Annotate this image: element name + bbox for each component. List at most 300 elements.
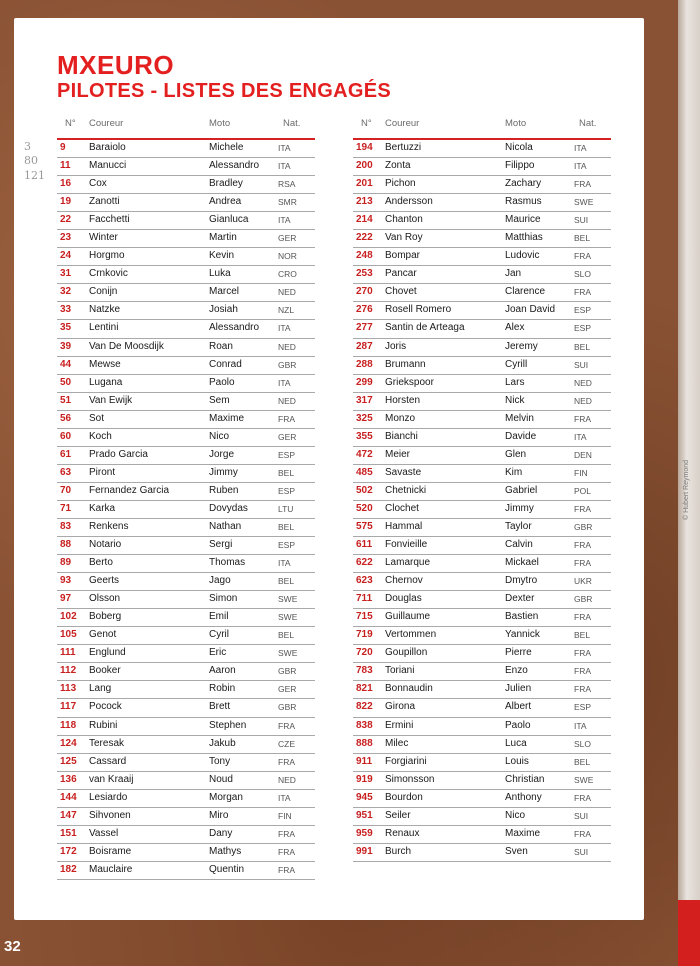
rider-nationality: GBR [278, 666, 297, 677]
table-row [57, 284, 315, 302]
header-moto: Moto [505, 118, 527, 129]
rider-first-name: Andrea [209, 196, 242, 208]
rider-name: Van Roy [385, 232, 423, 244]
rider-nationality: ITA [278, 377, 291, 388]
header-rider: Coureur [385, 118, 420, 129]
table-row [353, 212, 611, 230]
rider-nationality: BEL [574, 630, 591, 641]
table-row [57, 736, 315, 754]
rider-number: 520 [356, 502, 373, 514]
rider-first-name: Conrad [209, 358, 242, 370]
pencil-note: 3 [24, 140, 31, 153]
rider-name: Facchetti [89, 214, 130, 226]
rider-first-name: Alessandro [209, 322, 260, 334]
rider-name: Van Ewijk [89, 394, 133, 406]
table-row [353, 663, 611, 681]
rider-name: Teresak [89, 737, 125, 749]
rider-name: Genot [89, 629, 117, 641]
rider-name: Bianchi [385, 430, 418, 442]
rider-number: 277 [356, 322, 373, 334]
rider-name: Burch [385, 845, 412, 857]
rider-nationality: NED [574, 395, 592, 406]
rider-name: Cox [89, 178, 107, 190]
rider-number: 24 [60, 250, 72, 262]
table-row [57, 411, 315, 429]
rider-name: Fernandez Garcia [89, 484, 170, 496]
rider-first-name: Roan [209, 340, 233, 352]
table-row [353, 284, 611, 302]
rider-nationality: NZL [278, 305, 295, 316]
table-row [57, 862, 315, 880]
rider-name: Pocock [89, 701, 122, 713]
table-header [57, 116, 315, 140]
rider-name: Bonnaudin [385, 683, 433, 695]
table-row [353, 501, 611, 519]
rider-first-name: Julien [505, 683, 532, 695]
rider-number: 88 [60, 539, 72, 551]
table-row [57, 555, 315, 573]
rider-name: Fonvieille [385, 539, 428, 551]
rider-first-name: Albert [505, 701, 532, 713]
rider-first-name: Sven [505, 845, 528, 857]
table-row [353, 555, 611, 573]
rider-number: 71 [60, 502, 72, 514]
rider-name: Horgmo [89, 250, 125, 262]
rider-first-name: Nicola [505, 142, 533, 153]
header-number: N° [361, 118, 372, 129]
rider-number: 118 [60, 719, 77, 731]
rider-nationality: SWE [278, 612, 298, 623]
rider-number: 56 [60, 412, 72, 424]
rider-name: Pichon [385, 178, 416, 190]
rider-nationality: FRA [278, 864, 295, 875]
rider-first-name: Gianluca [209, 214, 249, 226]
rider-nationality: GBR [278, 359, 297, 370]
rider-name: Vertommen [385, 629, 437, 641]
rider-nationality: ITA [574, 720, 587, 731]
rider-name: Cassard [89, 755, 127, 767]
rider-nationality: FRA [278, 828, 295, 839]
header-number: N° [65, 118, 76, 129]
rider-number: 276 [356, 304, 373, 316]
rider-number: 11 [60, 160, 71, 172]
table-row [57, 772, 315, 790]
rider-name: Pancar [385, 268, 417, 280]
rider-name: Monzo [385, 412, 416, 424]
rider-name: Olsson [89, 593, 121, 605]
table-row [353, 826, 611, 844]
rider-nationality: NED [574, 377, 592, 388]
rider-number: 102 [60, 611, 77, 623]
rider-name: Zonta [385, 160, 411, 172]
rider-number: 222 [356, 232, 373, 244]
rider-number: 144 [60, 791, 77, 803]
table-body [57, 140, 315, 880]
rider-number: 951 [356, 809, 373, 821]
rider-name: Rosell Romero [385, 304, 452, 316]
rider-name: Van De Moosdijk [89, 340, 164, 352]
rider-name: Douglas [385, 593, 422, 605]
rider-first-name: Jimmy [209, 466, 238, 478]
rider-first-name: Dmytro [505, 575, 538, 587]
rider-first-name: Filippo [505, 160, 535, 172]
rider-name: van Kraaij [89, 773, 134, 785]
table-row [353, 266, 611, 284]
rider-number: 325 [356, 412, 373, 424]
table-row [57, 519, 315, 537]
table-row [57, 591, 315, 609]
rider-first-name: Jakub [209, 737, 236, 749]
rider-number: 821 [356, 683, 373, 695]
rider-first-name: Brett [209, 701, 231, 713]
rider-number: 105 [60, 629, 77, 641]
table-row [353, 681, 611, 699]
table-row [353, 718, 611, 736]
table-row [353, 411, 611, 429]
table-row [57, 302, 315, 320]
rider-number: 136 [60, 773, 77, 785]
rider-nationality: SLO [574, 269, 592, 280]
rider-name: Bompar [385, 250, 421, 262]
table-row [57, 357, 315, 375]
table-row [353, 176, 611, 194]
rider-number: 70 [60, 484, 72, 496]
title-line-2: PILOTES - LISTES DES ENGAGÉS [57, 80, 392, 102]
table-row [353, 230, 611, 248]
rider-number: 111 [60, 647, 76, 659]
header-rider: Coureur [89, 118, 124, 129]
rider-nationality: POL [574, 485, 592, 496]
table-row [353, 465, 611, 483]
rider-name: Winter [89, 232, 118, 244]
rider-first-name: Jago [209, 575, 231, 587]
rider-name: Chernov [385, 575, 423, 587]
table-row [353, 808, 611, 826]
rider-name: Lugana [89, 376, 123, 388]
rider-name: Joris [385, 340, 407, 352]
rider-first-name: Christian [505, 773, 545, 785]
rider-nationality: SWE [574, 197, 594, 208]
rider-first-name: Davide [505, 430, 537, 442]
rider-nationality: FRA [278, 413, 295, 424]
rider-nationality: ESP [278, 485, 296, 496]
rider-name: Mewse [89, 358, 121, 370]
rider-nationality: ITA [574, 161, 587, 172]
rider-first-name: Jan [505, 268, 522, 280]
rider-name: Mauclaire [89, 863, 133, 875]
rider-nationality: FIN [574, 467, 588, 478]
table-row [57, 266, 315, 284]
rider-nationality: FRA [574, 503, 591, 514]
rider-nationality: ESP [574, 305, 592, 316]
rider-name: Guillaume [385, 611, 431, 623]
rider-nationality: GER [278, 684, 297, 695]
rider-nationality: ITA [278, 161, 291, 172]
page-number: 32 [4, 938, 21, 955]
rider-name: Geerts [89, 575, 120, 587]
table-row [57, 465, 315, 483]
entry-list-right [353, 116, 611, 862]
rider-name: Chovet [385, 286, 417, 298]
table-row [353, 627, 611, 645]
table-row [353, 447, 611, 465]
rider-first-name: Robin [209, 683, 236, 695]
rider-first-name: Jorge [209, 448, 235, 460]
rider-number: 200 [356, 160, 373, 172]
rider-name: Zanotti [89, 196, 120, 208]
rider-nationality: FRA [574, 648, 591, 659]
rider-first-name: Mathys [209, 845, 242, 857]
table-row [57, 681, 315, 699]
rider-nationality: FRA [574, 179, 591, 190]
rider-name: Bourdon [385, 791, 423, 803]
rider-number: 61 [60, 448, 72, 460]
rider-number: 16 [60, 178, 72, 190]
rider-first-name: Lars [505, 376, 525, 388]
rider-number: 248 [356, 250, 373, 262]
rider-number: 288 [356, 358, 373, 370]
rider-number: 719 [356, 629, 373, 641]
table-row [57, 429, 315, 447]
rider-nationality: SUI [574, 359, 589, 370]
rider-number: 919 [356, 773, 373, 785]
rider-number: 151 [60, 827, 77, 839]
title-line-1: MXEURO [57, 50, 175, 80]
rider-first-name: Luca [505, 737, 527, 749]
rider-nationality: ESP [574, 702, 592, 713]
rider-nationality: SUI [574, 810, 589, 821]
rider-number: 299 [356, 376, 373, 388]
rider-number: 147 [60, 809, 77, 821]
table-row [57, 194, 315, 212]
rider-nationality: GER [278, 233, 297, 244]
rider-name: Conijn [89, 286, 118, 298]
rider-first-name: Joan David [505, 304, 556, 316]
rider-number: 253 [356, 268, 373, 280]
rider-number: 888 [356, 737, 373, 749]
rider-first-name: Calvin [505, 539, 533, 551]
rider-number: 19 [60, 196, 72, 208]
rider-first-name: Sem [209, 394, 230, 406]
rider-number: 51 [60, 394, 72, 406]
rider-nationality: NED [278, 774, 296, 785]
rider-first-name: Emil [209, 611, 229, 623]
rider-first-name: Glen [505, 448, 527, 460]
rider-name: Renaux [385, 827, 420, 839]
rider-name: Piront [89, 466, 116, 478]
table-row [57, 718, 315, 736]
rider-name: Griekspoor [385, 376, 434, 388]
table-row [353, 248, 611, 266]
rider-first-name: Rasmus [505, 196, 542, 208]
rider-number: 50 [60, 376, 72, 388]
page-edge-red-band [678, 900, 700, 966]
rider-nationality: FRA [574, 792, 591, 803]
rider-first-name: Josiah [209, 304, 238, 316]
rider-number: 97 [60, 593, 72, 605]
rider-name: Koch [89, 430, 112, 442]
rider-number: 44 [60, 358, 72, 370]
table-row [57, 140, 315, 158]
rider-name: Lentini [89, 322, 119, 334]
table-row [57, 573, 315, 591]
rider-name: Simonsson [385, 773, 435, 785]
table-row [57, 627, 315, 645]
rider-nationality: SMR [278, 197, 297, 208]
rider-number: 472 [356, 448, 373, 460]
table-row [353, 393, 611, 411]
rider-first-name: Miro [209, 809, 229, 821]
rider-first-name: Pierre [505, 647, 532, 659]
rider-first-name: Kim [505, 466, 523, 478]
rider-number: 715 [356, 611, 373, 623]
rider-name: Chetnicki [385, 484, 427, 496]
rider-nationality: FRA [574, 666, 591, 677]
rider-number: 83 [60, 520, 72, 532]
table-row [57, 212, 315, 230]
rider-first-name: Nathan [209, 520, 242, 532]
rider-nationality: GBR [574, 594, 593, 605]
table-row [353, 375, 611, 393]
pencil-note: 80 [24, 154, 38, 168]
rider-number: 33 [60, 304, 72, 316]
rider-first-name: Thomas [209, 557, 246, 569]
rider-nationality: ESP [574, 323, 592, 334]
table-row [353, 537, 611, 555]
table-row [57, 808, 315, 826]
rider-name: Savaste [385, 466, 422, 478]
rider-nationality: BEL [278, 630, 295, 641]
rider-nationality: FRA [574, 684, 591, 695]
rider-nationality: NOR [278, 251, 297, 262]
rider-name: Sihvonen [89, 809, 131, 821]
rider-number: 201 [356, 178, 373, 190]
rider-first-name: Martin [209, 232, 237, 244]
rider-first-name: Nico [505, 809, 526, 821]
table-row [57, 248, 315, 266]
rider-number: 502 [356, 484, 373, 496]
rider-nationality: ITA [278, 143, 291, 153]
rider-number: 959 [356, 827, 373, 839]
rider-nationality: SLO [574, 738, 592, 749]
rider-nationality: FRA [574, 413, 591, 424]
rider-number: 822 [356, 701, 373, 713]
rider-first-name: Ludovic [505, 250, 540, 262]
rider-number: 287 [356, 340, 373, 352]
rider-name: Notario [89, 539, 122, 551]
rider-first-name: Melvin [505, 412, 534, 424]
rider-number: 125 [60, 755, 77, 767]
header-moto: Moto [209, 118, 231, 129]
rider-number: 355 [356, 430, 373, 442]
rider-name: Berto [89, 557, 113, 569]
rider-first-name: Marcel [209, 286, 240, 298]
rider-nationality: NED [278, 395, 296, 406]
rider-first-name: Dany [209, 827, 233, 839]
rider-name: Lamarque [385, 557, 431, 569]
rider-number: 9 [60, 142, 66, 153]
rider-number: 35 [60, 322, 72, 334]
entry-list-left [57, 116, 315, 880]
rider-nationality: FRA [574, 828, 591, 839]
rider-number: 31 [60, 268, 72, 280]
rider-number: 32 [60, 286, 72, 298]
table-row [57, 609, 315, 627]
rider-nationality: LTU [278, 503, 294, 514]
header-nat: Nat. [579, 118, 597, 129]
table-row [57, 663, 315, 681]
rider-name: Renkens [89, 520, 129, 532]
rider-first-name: Cyrill [505, 358, 528, 370]
rider-name: Clochet [385, 502, 419, 514]
rider-nationality: NED [278, 287, 296, 298]
rider-nationality: ITA [278, 323, 291, 334]
rider-name: Crnkovic [89, 268, 128, 280]
rider-number: 172 [60, 845, 77, 857]
rider-name: Prado Garcia [89, 448, 148, 460]
rider-number: 60 [60, 430, 72, 442]
rider-nationality: GBR [574, 521, 593, 532]
rider-name: Bertuzzi [385, 142, 422, 153]
rider-first-name: Taylor [505, 520, 532, 532]
rider-first-name: Luka [209, 268, 231, 280]
table-row [353, 357, 611, 375]
rider-nationality: ITA [574, 143, 587, 153]
rider-number: 611 [356, 539, 373, 551]
rider-nationality: SWE [574, 774, 594, 785]
rider-nationality: DEN [574, 449, 592, 460]
rider-nationality: RSA [278, 179, 296, 190]
rider-nationality: BEL [574, 341, 591, 352]
rider-name: Toriani [385, 665, 415, 677]
rider-nationality: FRA [574, 612, 591, 623]
rider-first-name: Paolo [505, 719, 531, 731]
rider-number: 575 [356, 520, 373, 532]
table-row [57, 483, 315, 501]
rider-nationality: SWE [278, 594, 298, 605]
rider-nationality: ESP [278, 540, 296, 551]
rider-number: 911 [356, 755, 373, 767]
rider-name: Seiler [385, 809, 411, 821]
rider-number: 182 [60, 863, 77, 875]
table-row [57, 176, 315, 194]
rider-first-name: Alessandro [209, 160, 260, 172]
table-row [353, 519, 611, 537]
rider-first-name: Ruben [209, 484, 239, 496]
rider-first-name: Anthony [505, 791, 542, 803]
rider-name: Horsten [385, 394, 421, 406]
rider-name: Rubini [89, 719, 118, 731]
rider-name: Boisrame [89, 845, 132, 857]
rider-nationality: FRA [574, 251, 591, 262]
rider-nationality: FRA [278, 756, 295, 767]
table-row [353, 194, 611, 212]
pencil-notes [24, 140, 45, 183]
rider-nationality: BEL [574, 233, 591, 244]
table-row [57, 537, 315, 555]
rider-first-name: Gabriel [505, 484, 538, 496]
rider-name: Santin de Arteaga [385, 322, 465, 334]
rider-name: Chanton [385, 214, 423, 226]
rider-nationality: GBR [278, 702, 297, 713]
rider-number: 112 [60, 665, 77, 677]
rider-number: 783 [356, 665, 373, 677]
rider-number: 317 [356, 394, 373, 406]
table-row [57, 447, 315, 465]
table-row [353, 699, 611, 717]
rider-first-name: Sergi [209, 539, 233, 551]
rider-name: Manucci [89, 160, 127, 172]
